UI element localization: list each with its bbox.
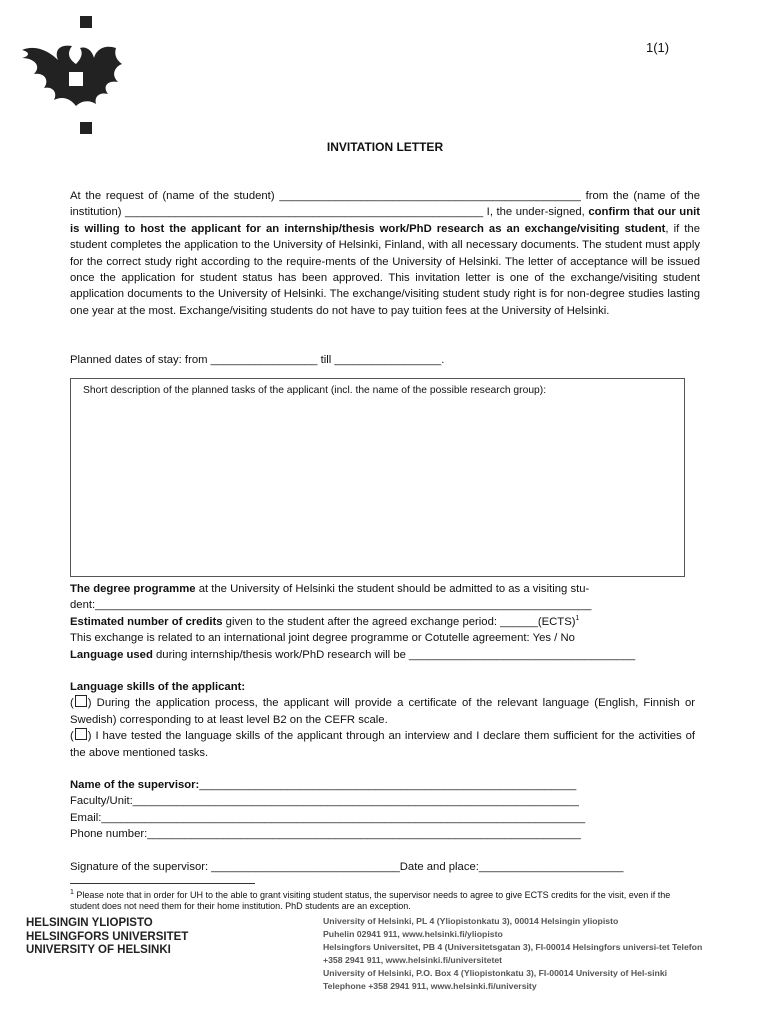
intro-text-bold: confirm that our unit is willing to host the applicant for an internship/thesis work/PhD research as an exchange/visiting student [70, 206, 700, 235]
university-name-finnish: HELSINGIN YLIOPISTO [26, 917, 153, 929]
credits-label: Estimated number of credits [70, 615, 223, 628]
intro-text-end: , if the student completes the application to the University of Helsinki, Finland, with all necessary documents. The student must apply for the correct study right according to the require-ments of the University of Helsinki. The letter of acceptance will be issued once the application for student status has been approved. This invitation letter is one of the exchange/visiting student application documents to the University of Helsinki. The exchange/visiting student study right is for non-degree studies lasting one year at the most. Exchange/visiting students do not have to pay tuition fees at the University of Helsinki. [70, 222, 700, 317]
tasks-label: Short description of the planned tasks of the applicant (incl. the name of the possible research group): [83, 385, 547, 396]
supervisor-name-field: ____________________________________________________________ [199, 779, 577, 791]
university-name-english: UNIVERSITY OF HELSINKI [26, 944, 171, 957]
language-option-interview: ( ) I have tested the language skills of the applicant through an interview and I declare them sufficient for the activities of the above mentioned tasks. [70, 730, 695, 759]
phone-finnish: Puhelin 02941 911, www.helsinki.fi/yliopisto [323, 929, 503, 939]
supervisor-name-label: Name of the supervisor: [70, 779, 200, 791]
joint-degree-line[interactable]: This exchange is related to an international joint degree programme or Cotutelle agreement: Yes / No [70, 632, 575, 645]
certificate-option-text: ) During the application process, the applicant will provide a certificate of the relevant language (English, Finnish or Swedish) corresponding to at least level B2 on the CEFR scale. [70, 697, 695, 726]
footnote-mark: 1 [575, 615, 580, 623]
degree-section [70, 581, 685, 663]
university-names [26, 917, 188, 958]
footnote-divider [70, 883, 255, 884]
language-skills-heading: Language skills of the applicant: [70, 681, 246, 693]
degree-text: at the University of Helsinki the student should be admitted to as a visiting stu-dent:_______________________________________________________________________________ [70, 583, 592, 612]
credits-line[interactable] [70, 614, 685, 630]
address-block [323, 915, 703, 993]
footnote-number: 1 [70, 889, 74, 896]
intro-text-start: At the request of (name of the student) ________________________________________________ from the (name of the institution) _________________________________________________________ I, the under-signed, [70, 190, 700, 219]
language-used-line[interactable] [70, 647, 685, 663]
intro-paragraph [70, 188, 700, 319]
certificate-checkbox[interactable] [75, 695, 87, 707]
language-option-certificate: ( ) During the application process, the applicant will provide a certificate of the relevant language (English, Finnish or Swedish) corresponding to at least level B2 on the CEFR scale. [70, 697, 695, 726]
page-number: 1(1) [646, 40, 670, 55]
interview-checkbox[interactable] [75, 728, 87, 740]
address-finnish: University of Helsinki, PL 4 (Yliopistonkatu 3), 00014 Helsingin yliopisto [323, 916, 619, 926]
tasks-description-box[interactable] [70, 378, 685, 577]
degree-programme-line[interactable] [70, 581, 685, 614]
footnote-text: Please note that in order for UH to the able to grant visiting student status, the supervisor needs to agree to give ECTS credits for the visit, even if the student does not need them for their home institution. PhD students are an exception. [70, 890, 671, 911]
language-used-text: during internship/thesis work/PhD research will be ____________________________________ [152, 648, 636, 661]
supervisor-name-line[interactable] [70, 777, 700, 793]
language-skills-section [70, 679, 695, 761]
degree-label: The degree programme [70, 583, 196, 595]
page-title: INVITATION LETTER [326, 140, 444, 154]
interview-option-text: ) I have tested the language skills of the applicant through an interview and I declare them sufficient for the activities of the above mentioned tasks. [70, 730, 695, 759]
footnote [70, 890, 690, 912]
credits-text: given to the student after the agreed exchange period: ______(ECTS) [222, 615, 576, 628]
supervisor-section [70, 777, 700, 843]
planned-dates-line[interactable]: Planned dates of stay: from _________________ till _________________. [70, 354, 445, 366]
signature-line[interactable]: Signature of the supervisor: ______________________________Date and place:_______________________ [70, 861, 624, 873]
university-name-swedish: HELSINGFORS UNIVERSITET [26, 930, 189, 943]
language-used-label: Language used [70, 648, 153, 661]
phone-line[interactable]: Phone number:_____________________________________________________________________ [70, 828, 581, 841]
address-english: University of Helsinki, P.O. Box 4 (Yliopistonkatu 3), FI-00014 University of Hel-sinki Telephone +358 2941 911, www.helsinki.fi/university [323, 968, 668, 991]
university-logo-icon [14, 14, 124, 139]
email-line[interactable]: Email:_____________________________________________________________________________ [70, 811, 586, 824]
address-swedish: Helsingfors Universitet, PB 4 (Universitetsgatan 3), FI-00014 Helsingfors universi-tet Telefon +358 2941 911, www.helsinki.fi/universitetet [323, 942, 703, 965]
faculty-line[interactable]: Faculty/Unit:_______________________________________________________________________ [70, 795, 579, 808]
